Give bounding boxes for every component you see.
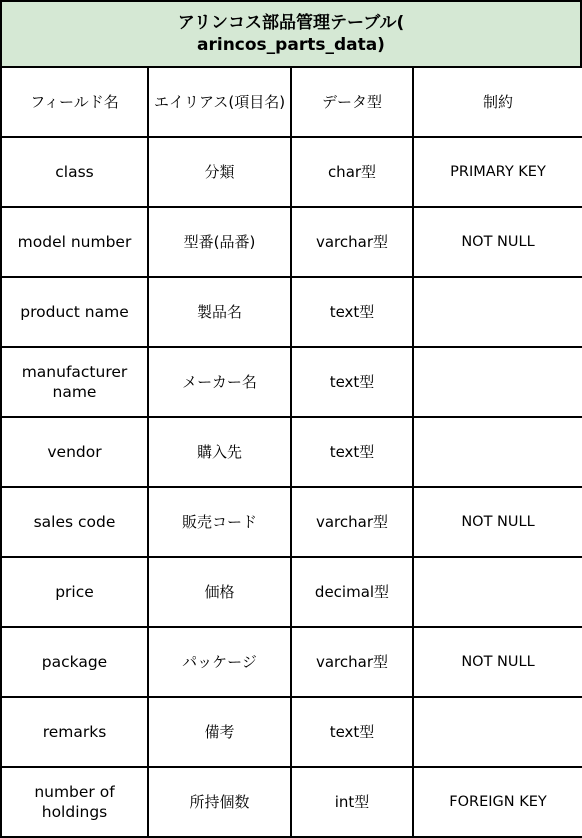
field-grid [0, 66, 582, 838]
field-name-cell: remarks [2, 696, 149, 766]
alias-cell: 購入先 [149, 416, 292, 486]
data-type-cell: text型 [292, 276, 414, 346]
header-data-type: データ型 [292, 66, 414, 136]
header-field-name: フィールド名 [2, 66, 149, 136]
header-alias: エイリアス(項目名) [149, 66, 292, 136]
field-name-cell: product name [2, 276, 149, 346]
data-type-cell: varchar型 [292, 626, 414, 696]
data-type-cell: varchar型 [292, 486, 414, 556]
alias-cell: 分類 [149, 136, 292, 206]
field-name-cell: class [2, 136, 149, 206]
alias-cell: メーカー名 [149, 346, 292, 416]
constraint-cell [414, 346, 582, 416]
field-name-cell: manufacturer name [2, 346, 149, 416]
field-name-cell: price [2, 556, 149, 626]
field-name-cell: model number [2, 206, 149, 276]
data-type-cell: int型 [292, 766, 414, 836]
field-name-cell: sales code [2, 486, 149, 556]
field-name-cell: number of holdings [2, 766, 149, 836]
data-type-cell: char型 [292, 136, 414, 206]
alias-cell: 製品名 [149, 276, 292, 346]
constraint-cell: FOREIGN KEY [414, 766, 582, 836]
constraint-cell: PRIMARY KEY [414, 136, 582, 206]
alias-cell: 価格 [149, 556, 292, 626]
alias-cell: 販売コード [149, 486, 292, 556]
table-title-line-1: アリンコス部品管理テーブル( [177, 13, 405, 33]
alias-cell: パッケージ [149, 626, 292, 696]
table-title [0, 0, 582, 68]
constraint-cell: NOT NULL [414, 626, 582, 696]
constraint-cell: NOT NULL [414, 486, 582, 556]
field-name-cell: vendor [2, 416, 149, 486]
constraint-cell: NOT NULL [414, 206, 582, 276]
constraint-cell [414, 276, 582, 346]
field-name-cell: package [2, 626, 149, 696]
data-type-cell: text型 [292, 416, 414, 486]
alias-cell: 備考 [149, 696, 292, 766]
constraint-cell [414, 696, 582, 766]
data-type-cell: text型 [292, 346, 414, 416]
data-type-cell: decimal型 [292, 556, 414, 626]
alias-cell: 型番(品番) [149, 206, 292, 276]
data-type-cell: varchar型 [292, 206, 414, 276]
table-title-line-2: arincos_parts_data) [197, 35, 385, 55]
data-type-cell: text型 [292, 696, 414, 766]
constraint-cell [414, 556, 582, 626]
constraint-cell [414, 416, 582, 486]
alias-cell: 所持個数 [149, 766, 292, 836]
header-constraint: 制約 [414, 66, 582, 136]
